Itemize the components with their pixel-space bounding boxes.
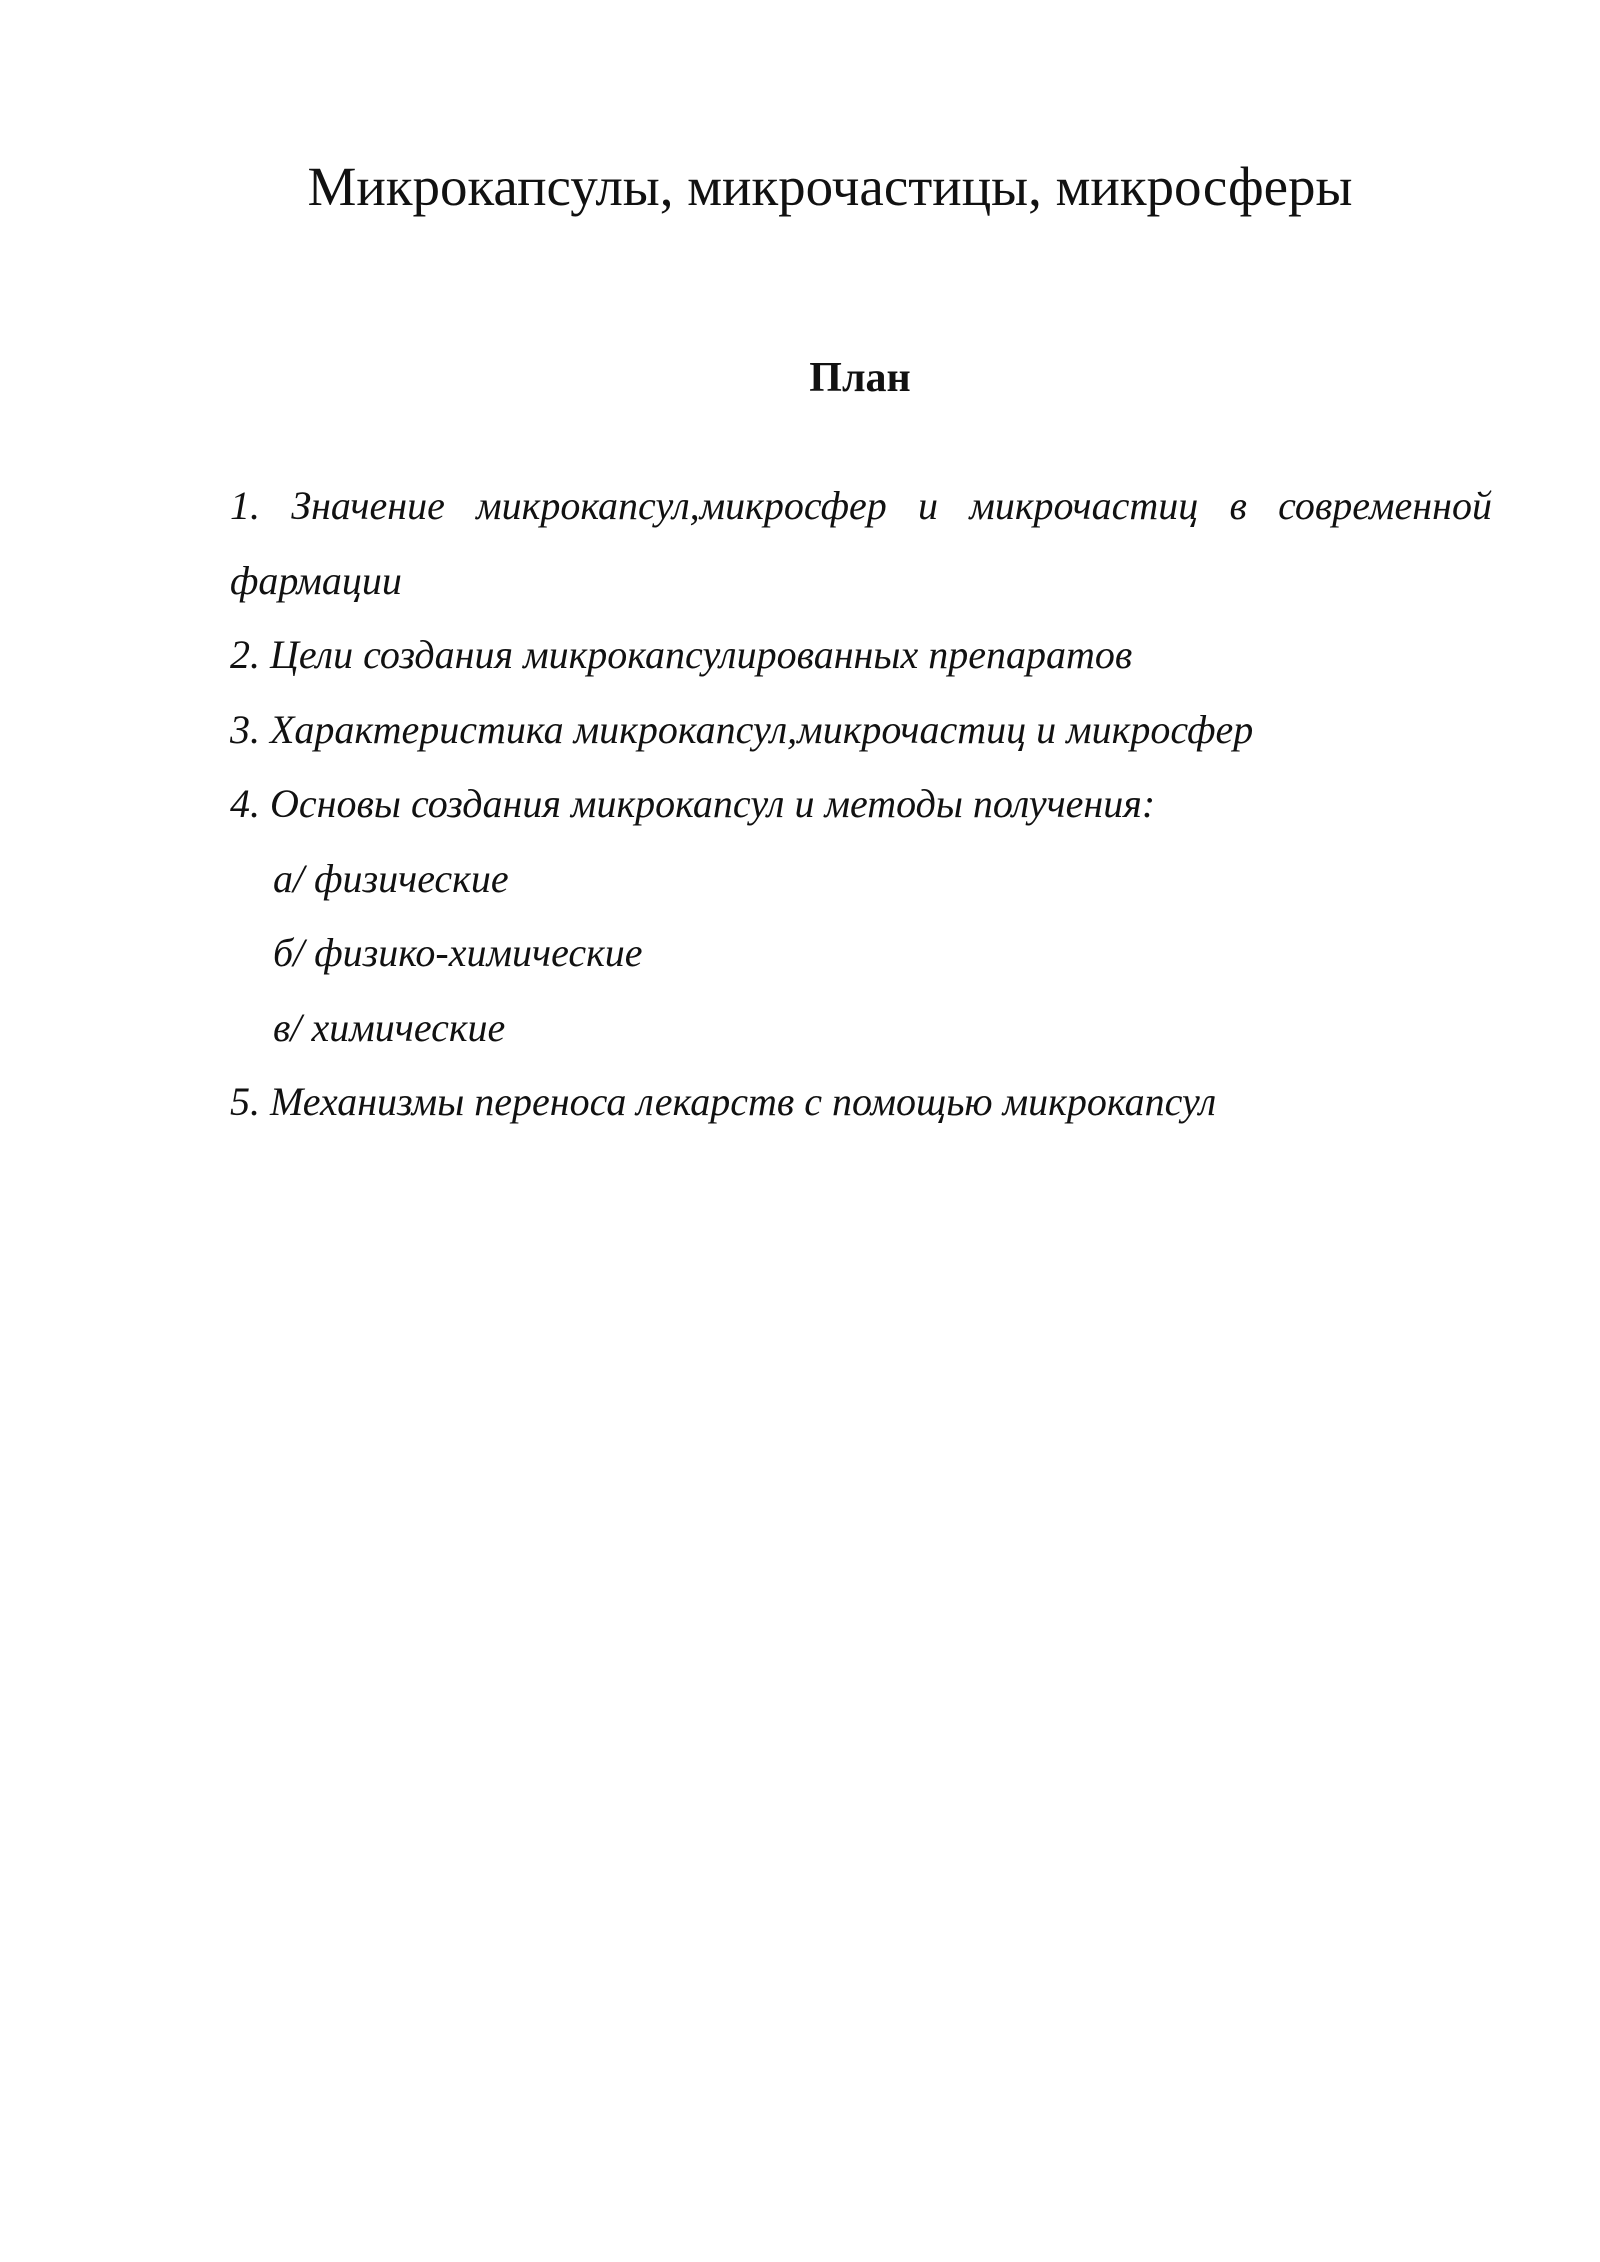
plan-item-5: 5. Механизмы переноса лекарств с помощью микрокапсул xyxy=(230,1079,1217,1124)
document-title: Микрокапсулы, микрочастицы, микросферы xyxy=(307,156,1353,217)
plan-item-3: 3. Характеристика микрокапсул,микрочастиц и микросфер xyxy=(230,706,1254,752)
plan-subitem-c: в/ химические xyxy=(273,1004,506,1050)
plan-list xyxy=(230,469,1492,1140)
plan-item-1: 1. Значение микрокапсул,микросфер и микрочастиц в современной фармации xyxy=(230,483,1492,603)
plan-item-4: 4. Основы создания микрокапсул и методы получения: xyxy=(230,781,1156,826)
plan-heading: План xyxy=(809,355,911,401)
plan-item-2: 2. Цели создания микрокапсулированных препаратов xyxy=(230,632,1133,677)
plan-subitem-a: а/ физические xyxy=(273,855,509,901)
plan-subitem-b: б/ физико-химические xyxy=(273,930,643,975)
